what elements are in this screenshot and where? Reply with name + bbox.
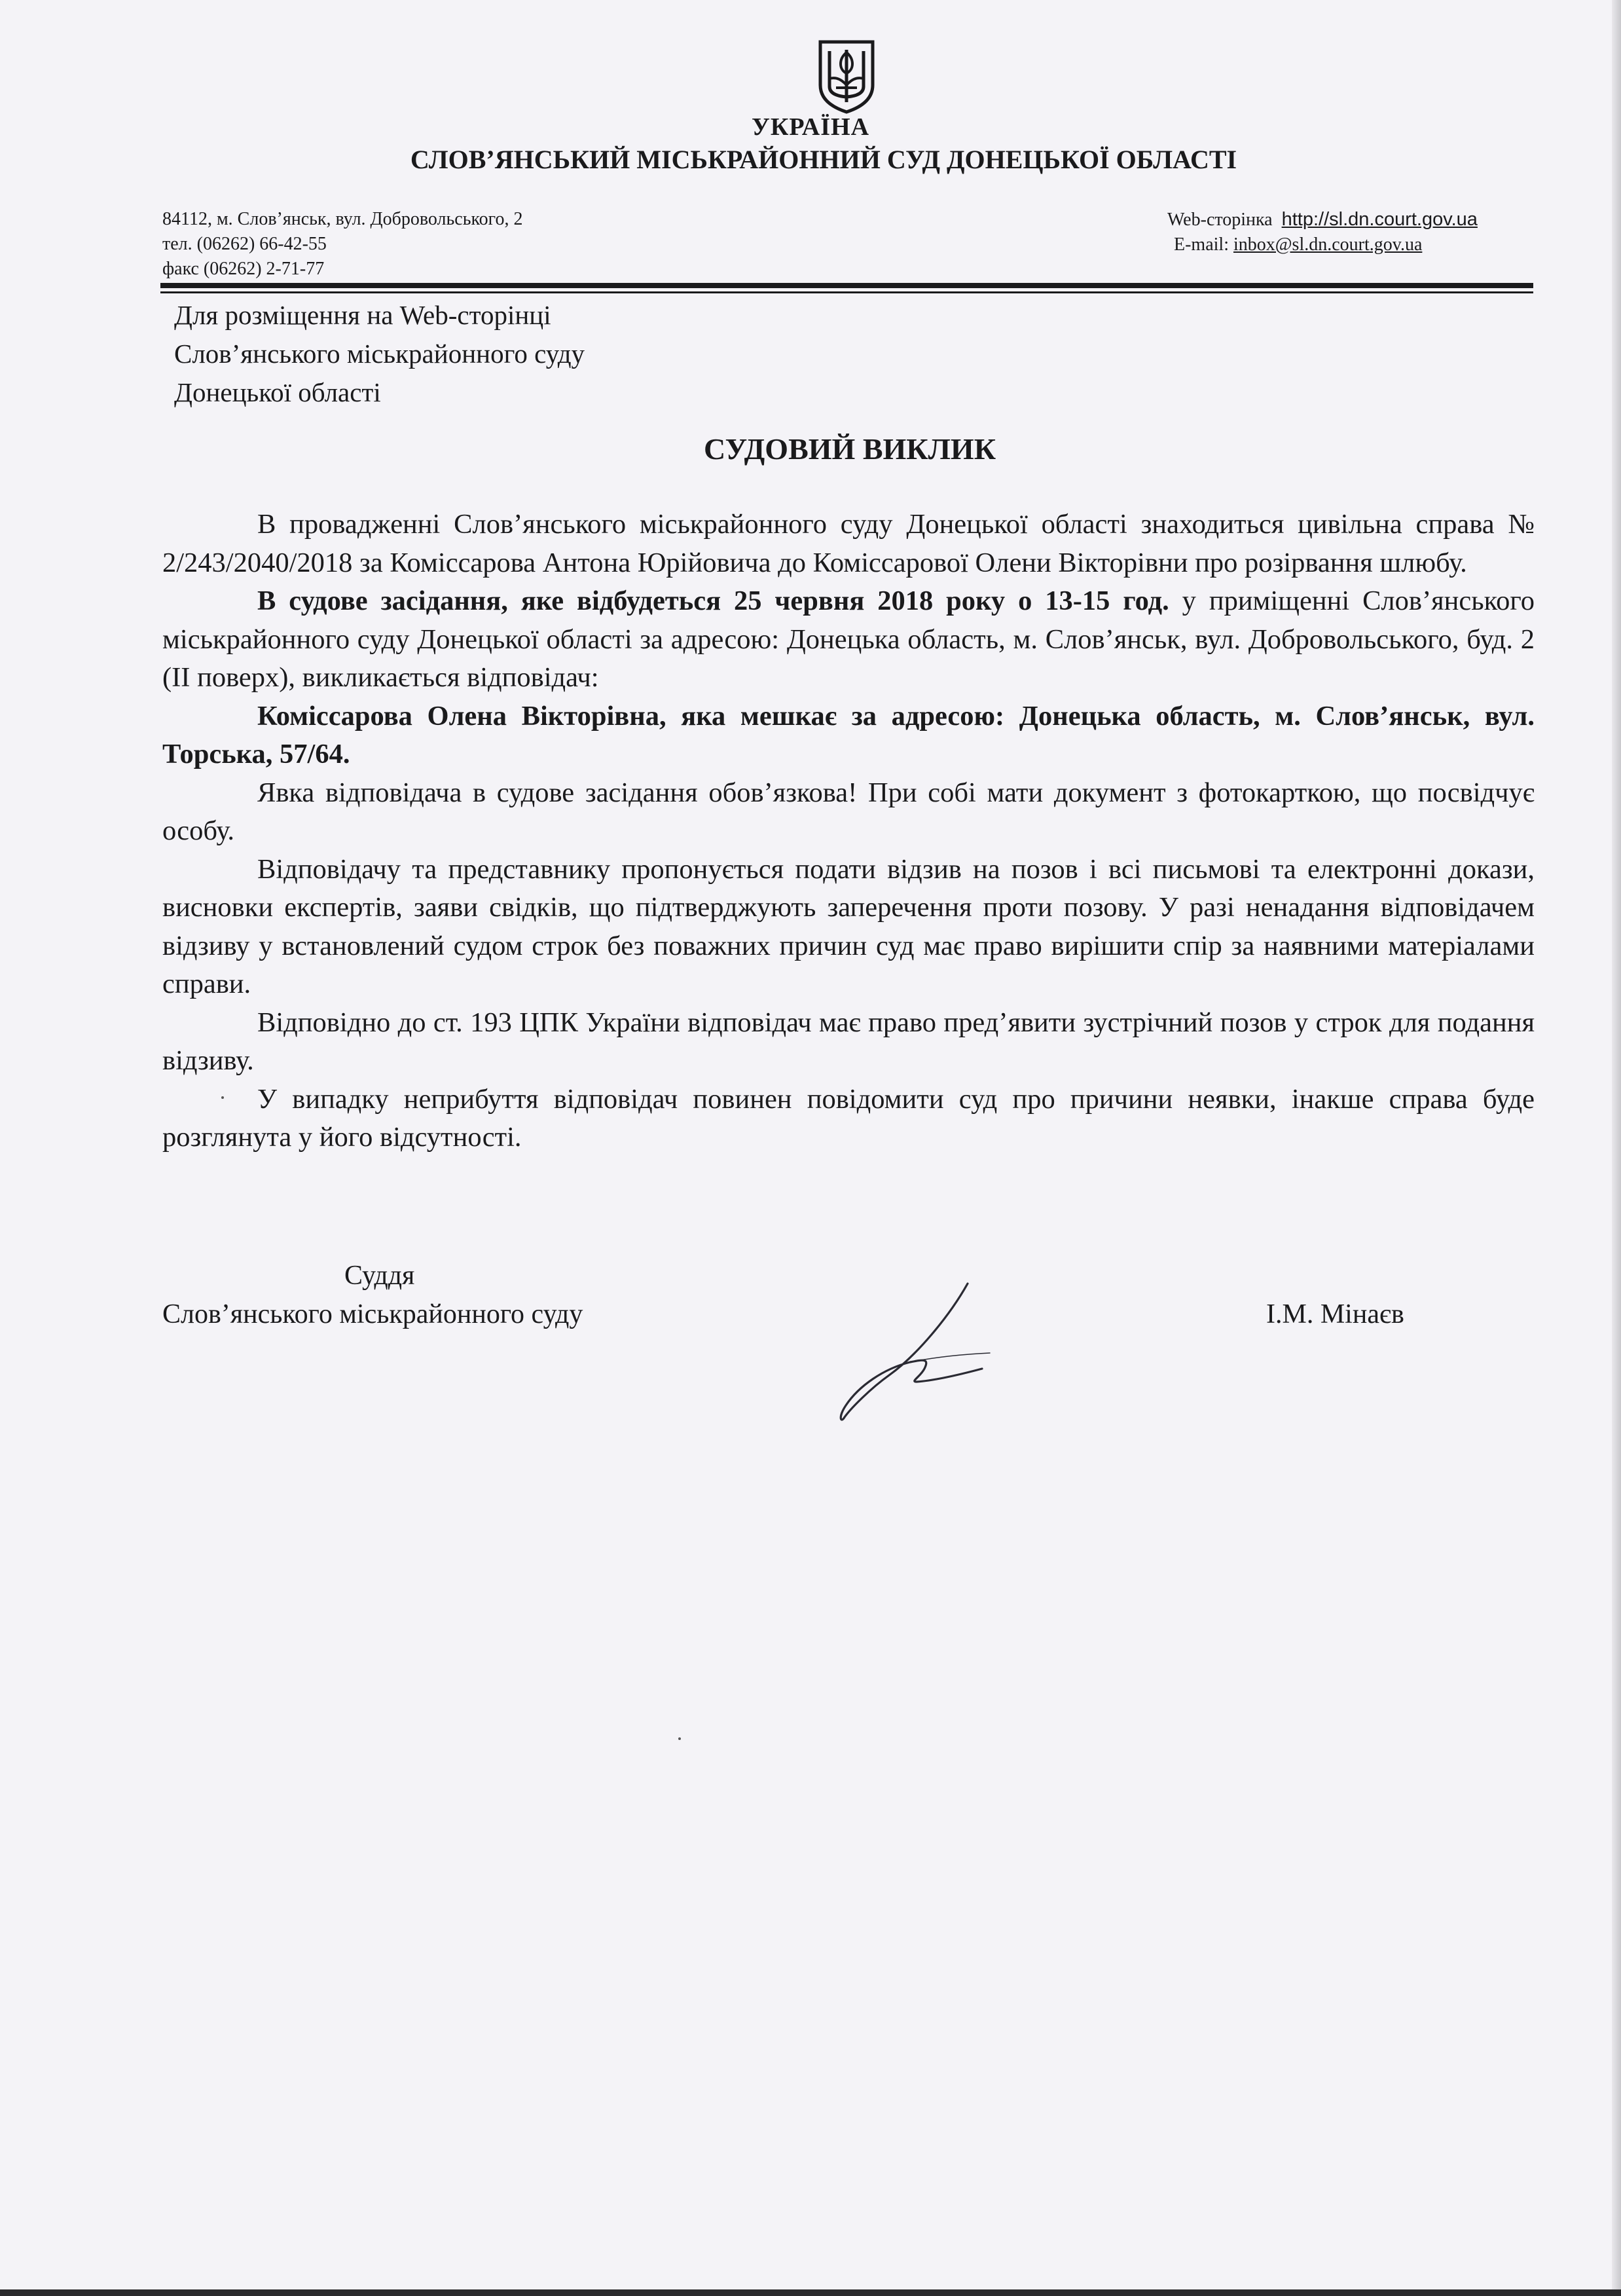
judge-title: Суддя [344, 1261, 415, 1291]
addressee-line: Донецької області [174, 377, 381, 407]
court-address: 84112, м. Слов’янськ, вул. Добровольського, 2 [162, 209, 523, 229]
court-fax: факс (06262) 2-71-77 [162, 259, 325, 279]
web-row [1167, 207, 1478, 232]
summons-body [162, 506, 1535, 1157]
addressee-block [174, 296, 585, 412]
addressee-line: Слов’янського міськрайонного суду [174, 339, 585, 369]
header-divider-thin [160, 291, 1533, 293]
trident-coat-of-arms-icon [816, 39, 877, 115]
scan-speck [678, 1737, 681, 1740]
body-paragraph [162, 697, 1535, 774]
scan-edge [0, 2289, 1621, 2296]
body-paragraph: Явка відповідача в судове засідання обов’язкова! При собі мати документ з фотокарткою, що посвідчує особу. [162, 777, 1535, 846]
judge-name: І.М. Мінаєв [1266, 1299, 1404, 1329]
header-divider-thick [160, 283, 1533, 288]
email-label: E-mail: [1174, 234, 1229, 255]
body-paragraph: Відповідачу та представнику пропонується подати відзив на позов і всі письмові та електронні докази, висновки експертів, заяви свідків, що підтверджують заперечення проти позову. У разі ненадання відповідачем відзиву у встановлений судом строк без поважних причин суд має право вирішити спір за наявними матеріалами справи. [162, 853, 1535, 999]
court-online-contacts [1167, 207, 1478, 257]
scan-speck [221, 1096, 224, 1099]
handwritten-signature-icon [812, 1277, 995, 1428]
addressee-line: Для розміщення на Web-сторінці [174, 300, 551, 330]
defendant-bold: Комісcарова Олена Вікторівна, яка мешкає за адресою: Донецька область, м. Слов’янськ, вул. Торська, 57/64. [162, 700, 1535, 769]
scan-edge [1612, 0, 1621, 2296]
hearing-location: у приміщенні Слов’янського міськрайонного суду Донецької області за адресою: Донецька область, м. Слов’янськ, вул. Добровольського, буд. 2 (ІІ поверх), викликається відповідач: [162, 585, 1535, 693]
body-paragraph [162, 582, 1535, 697]
hearing-date-bold: В судове засідання, яке відбудеться 25 червня 2018 року о 13-15 год. [257, 585, 1169, 616]
body-paragraph: Відповідно до ст. 193 ЦПК України відповідач має право пред’явити зустрічний позов у строк для подання відзиву. [162, 1007, 1535, 1076]
body-paragraph: В провадженні Слов’янського міськрайонного суду Донецької області знаходиться цивільна справа № 2/243/2040/2018 за Комісcарова Антона Юрійовича до Комісcарової Олени Вікторівни про розірвання шлюбу. [162, 509, 1535, 578]
country-heading: УКРАЇНА [751, 113, 870, 141]
court-phone: тел. (06262) 66-42-55 [162, 234, 327, 254]
web-label: Web-сторінка [1167, 210, 1273, 230]
email-row [1167, 232, 1478, 257]
judge-court: Слов’янського міськрайонного суду [162, 1299, 583, 1329]
body-paragraph: У випадку неприбуття відповідач повинен повідомити суд про причини неявки, інакше справа буде розглянута у його відсутності. [162, 1083, 1535, 1153]
court-contacts [162, 207, 522, 282]
email-link[interactable]: inbox@sl.dn.court.gov.ua [1233, 234, 1423, 255]
web-url-link[interactable]: http://sl.dn.court.gov.ua [1281, 209, 1478, 230]
document-title: СУДОВИЙ ВИКЛИК [703, 432, 996, 466]
court-name-heading: СЛОВ’ЯНСЬКИЙ МІСЬКРАЙОННИЙ СУД ДОНЕЦЬКОЇ ОБЛАСТІ [410, 145, 1237, 174]
